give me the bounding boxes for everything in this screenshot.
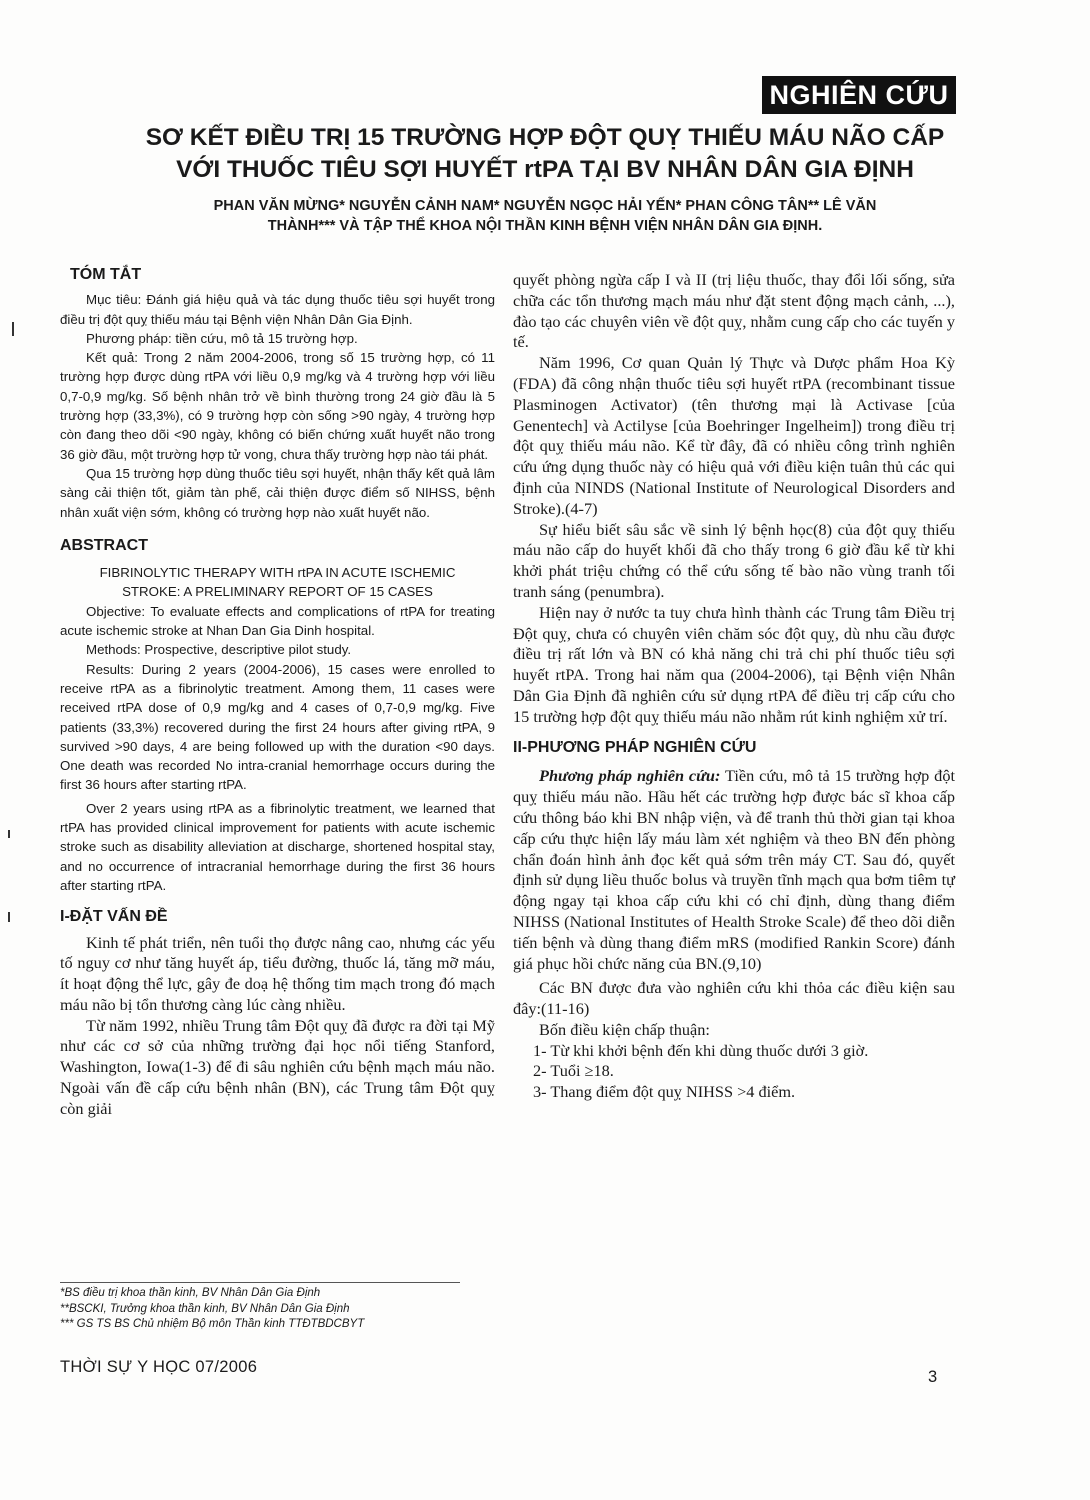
authors-line-1: PHAN VĂN MỪNG* NGUYỄN CẢNH NAM* NGUYỄN NGỌC HẢI YẾN* PHAN CÔNG TÂN** LÊ VĂN: [213, 198, 877, 214]
title-line-1: SƠ KẾT ĐIỀU TRỊ 15 TRƯỜNG HỢP ĐỘT QUỴ THIẾU MÁU NÃO CẤP: [145, 124, 945, 151]
article-title: [40, 122, 1050, 186]
tomtat-heading: TÓM TẮT: [70, 266, 142, 283]
abstract-results: Results: During 2 years (2004-2006), 15 cases were enrolled to receive rtPA as a fibrinolytic treatment. Among them, 11 cases were received rtPA dose of 0,9 mg/kg and 4 cases of 0,7-0,9 mg/kg. Five patients (33,3%) recovered during the first 24 hours after giving rtPA, 9 survived >90 days, 4 are being followed up with the duration <90 days. One death was recorded No intra-cranial hemorrhage occurs during the first 36 hours after starting rtPA.: [60, 661, 495, 793]
left-column: [60, 265, 495, 1120]
abstract-conclusion: Over 2 years using rtPA as a fibrinolytic treatment, we learned that rtPA has provided clinical improvement for patients with acute ischemic stroke such as disability alleviation at discharge, shortened hospital stay, and no occurrence of intracranial hemorrhage during the first 36 hours after starting rtPA.: [60, 800, 495, 893]
criteria-subheading: Bốn điều kiện chấp thuận:: [539, 1019, 710, 1039]
authors-line-2: THÀNH*** VÀ TẬP THỂ KHOA NỘI THẦN KINH BỆNH VIỆN NHÂN DÂN GIA ĐỊNH.: [267, 218, 823, 234]
criteria-item-3: 3- Thang điểm đột quỵ NIHSS >4 điểm.: [533, 1082, 796, 1102]
right-column: [513, 270, 955, 1103]
scan-mark: [12, 322, 14, 336]
section-badge: NGHIÊN CỨU: [762, 76, 956, 114]
footnotes: [60, 1286, 500, 1333]
criteria-item-2: 2- Tuổi ≥18.: [533, 1061, 614, 1081]
authors: [60, 196, 1030, 236]
right-para-1: quyết phòng ngừa cấp I và II (trị liệu thuốc, thay đổi lối sống, sửa chữa các tổn thương mạch máu như đặt stent động mạch cảnh, ...), đào tạo các chuyên viên về đột quỵ, nhằm cung cấp cho các tuyến y tế.: [513, 270, 955, 352]
criteria-intro: Các BN được đưa vào nghiên cứu khi thỏa các điều kiện sau đây:(11-16): [513, 978, 955, 1019]
abstract-heading: ABSTRACT: [60, 536, 148, 554]
method-label: Phương pháp nghiên cứu:: [539, 766, 721, 786]
footnote-1: *BS điều trị khoa thần kinh, BV Nhân Dân Gia Định: [60, 1287, 321, 1299]
right-para-4: Hiện nay ở nước ta tuy chưa hình thành các Trung tâm Điều trị Đột quỵ, chưa có chuyên viên chăm sóc đột quỵ, dù nhu cầu được điều trị rất lớn và BN có khả năng chi trả chi phí thuốc tiêu sợi huyết rtPA. Trong hai năm qua (2004-2006), tại Bệnh viện Nhân Dân Gia Định đã nghiên cứu sử dụng rtPA để điều trị cấp cứu cho 15 trường hợp đột quỵ thiếu máu não nhằm rút kinh nghiệm xử trí.: [513, 602, 955, 726]
section1-heading: I-ĐẶT VẤN ĐỀ: [60, 908, 168, 926]
footnote-3: *** GS TS BS Chủ nhiệm Bộ môn Thần kinh TTĐTBDCBYT: [60, 1318, 365, 1330]
section1-para-2: Từ năm 1992, nhiều Trung tâm Đột quỵ đã được ra đời tại Mỹ như các cơ sở của những trường đại học nổi tiếng Stanford, Washington, Iowa(1-3) để đi sâu nghiên cứu bệnh mạch máu não. Ngoài vấn đề cấp cứu bệnh nhân (BN), các Trung tâm Đột quỵ còn giải: [60, 1015, 495, 1118]
footnote-2: **BSCKI, Trưởng khoa thần kinh, BV Nhân Dân Gia Định: [60, 1302, 350, 1315]
page-number: 3: [928, 1368, 938, 1386]
scan-mark: [8, 912, 10, 922]
right-para-2: Năm 1996, Cơ quan Quản lý Thực và Dược phẩm Hoa Kỳ (FDA) đã công nhận thuốc tiêu sợi huyết rtPA (recombinant tissue Plasminogen Activator) (tên thương mại là Activase [của Genentech] và Actilyse [của Boehringer Ingelheim]) trong điều trị đột quỵ thiếu máu não. Kể từ đây, đã có nhiều công trình nghiên cứu ứng dụng thuốc này có hiệu quả với điều kiện tuân thủ các qui định của NINDS (National Institute of Neurological Disorders and Stroke).(4-7): [513, 353, 955, 518]
section1-para-1: Kinh tế phát triển, nên tuổi thọ được nâng cao, nhưng các yếu tố nguy cơ như tăng huyết áp, tiểu đường, thuốc lá, tăng mỡ máu, ít hoạt động thể lực, gây đe doạ hệ thống tim mạch trong đó mạch máu não bị tổn thương càng lúc càng nhiều.: [60, 932, 495, 1014]
method-text: Tiền cứu, mô tả 15 trường hợp đột quỵ thiếu máu não. Hầu hết các trường hợp được bác sĩ khoa cấp cứu thông báo khi BN nhập viện, và để tranh thủ thời gian tại khoa cấp cứu thực hiện lấy máu làm xét nghiệm và theo BN đến phòng chẩn đoán hình ảnh đọc kết quả sớm trên máy CT. Sau đó, quyết định sử dụng liều thuốc bolus và truyền tĩnh mạch qua bơm tiêm tự động ngay tại khoa cấp cứu khi có chỉ định, dùng thang điểm NIHSS (National Institutes of Health Stroke Scale) để theo dõi diễn tiến bệnh và dùng thang điểm mRS (modified Rankin Score) đánh giá phục hồi chức năng của BN.(9,10): [513, 766, 955, 973]
section1-body: [60, 933, 495, 1120]
footnote-rule: [60, 1282, 460, 1283]
abstract-title-1: FIBRINOLYTIC THERAPY WITH rtPA IN ACUTE ISCHEMIC: [99, 565, 456, 581]
tomtat-results: Kết quả: Trong 2 năm 2004-2006, trong số 15 trường hợp, có 11 trường hợp được dùng rtPA với liều 0,9 mg/kg và 4 trường hợp với liều 0,7-0,9 mg/kg. Số bệnh nhân trở về bình thường trong 24 giờ đầu là 5 trường hợp (33,3%), có 9 trường hợp còn sống >90 ngày, 4 trường hợp còn đang theo dõi <90 ngày, không có biến chứng xuất huyết não trong 36 giờ đầu, một trường hợp tử vong, chưa thấy trường hợp nào tái phát.: [60, 350, 495, 462]
journal-name: THỜI SỰ Y HỌC 07/2006: [60, 1358, 258, 1376]
title-line-2: VỚI THUỐC TIÊU SỢI HUYẾT rtPA TẠI BV NHÂN DÂN GIA ĐỊNH: [176, 156, 914, 183]
scan-mark: [8, 830, 10, 838]
abstract-title-2: STROKE: A PRELIMINARY REPORT OF 15 CASES: [122, 584, 433, 600]
section2-heading: II-PHƯƠNG PHÁP NGHIÊN CỨU: [513, 738, 757, 756]
abstract-methods: Methods: Prospective, descriptive pilot study.: [86, 642, 352, 658]
abstract-objective: Objective: To evaluate effects and complications of rtPA for treating acute ischemic stroke at Nhan Dan Gia Dinh hospital.: [60, 603, 495, 639]
tomtat-methods: Phương pháp: tiền cứu, mô tả 15 trường hợp.: [86, 330, 358, 346]
tomtat-objective: Mục tiêu: Đánh giá hiệu quả và tác dụng thuốc tiêu sợi huyết trong điều trị đột quỵ thiếu máu tại Bệnh viện Nhân Dân Gia Định.: [60, 292, 495, 327]
method-paragraph: [513, 766, 955, 974]
tomtat-conclusion: Qua 15 trường hợp dùng thuốc tiêu sợi huyết, nhận thấy kết quả lâm sàng cải thiện tốt, giảm tàn phế, cải thiện được điểm số NIHSS, bệnh nhân xuất viện sớm, không có trường hợp nào xuất huyết não.: [60, 465, 495, 520]
right-para-3: Sự hiểu biết sâu sắc về sinh lý bệnh học(8) của đột quỵ thiếu máu não cấp do huyết khối đã cho thấy trong 6 giờ đầu kể từ khi khởi phát triệu chứng có thể cứu sống tế bào não vùng tranh tối tranh sáng (penumbra).: [513, 519, 955, 601]
criteria-item-1: 1- Từ khi khởi bệnh đến khi dùng thuốc dưới 3 giờ.: [533, 1040, 869, 1060]
